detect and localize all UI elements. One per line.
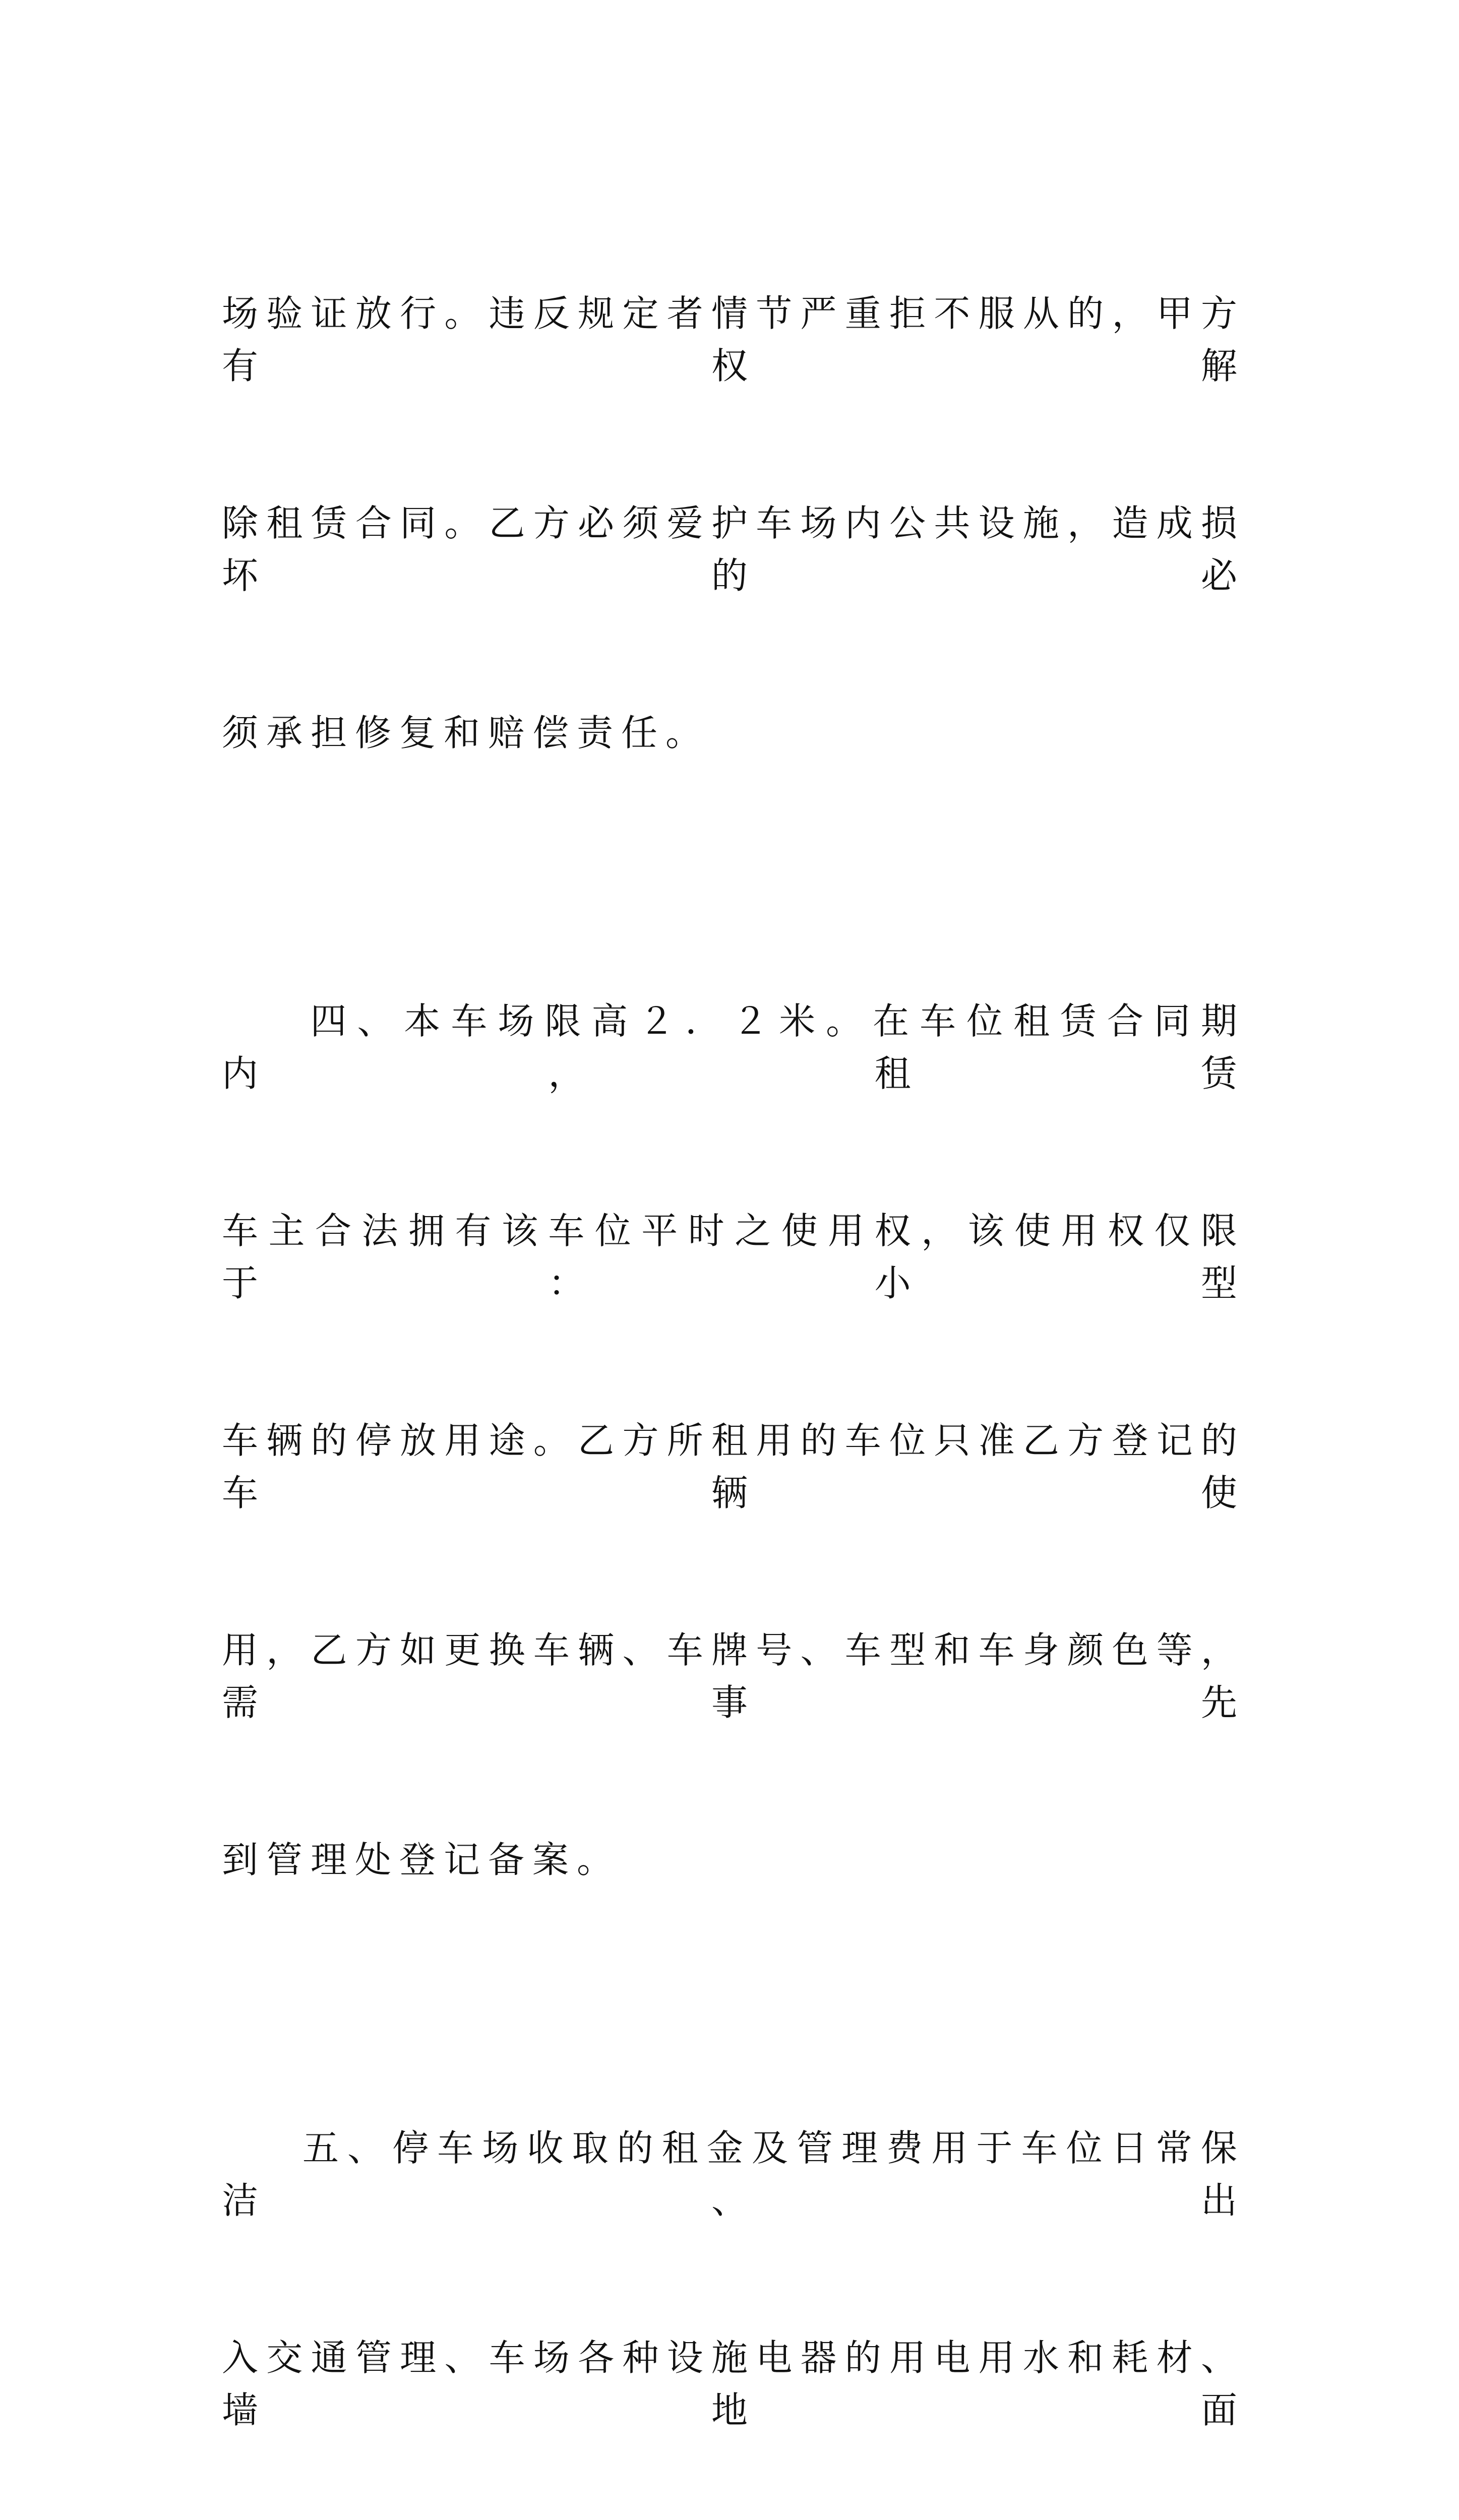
text-line: 场验证放行。违反规定者情节严重拒不服从的，甲方有权解: [222, 292, 1245, 387]
text-line: 用，乙方如更换车辆、车牌号、车型和车身颜色等，需事先: [222, 1629, 1245, 1724]
paragraph-article-3-continued: [222, 182, 1245, 864]
text-line: 五、停车场收取的租金及管理费用于车位日常保洁、出: [222, 2127, 1245, 2222]
paragraph-article-5: [222, 2017, 1245, 2520]
text-line: 入交通管理、车场各种设施电器的用电用水和耗材、墙地面: [222, 2337, 1245, 2431]
text-line: 须承担修复和赔偿责任。: [222, 712, 710, 754]
document-body: [222, 182, 1245, 2520]
text-line: 除租赁合同。乙方必须爱护车场内公共设施，造成损坏的必: [222, 502, 1245, 597]
text-line: 车辆的停放用途。乙方所租用的车位只准乙方登记的车辆使: [222, 1419, 1245, 1514]
text-line: 车主合法拥有该车位平时之使用权，该使用权仅限于：小型: [222, 1210, 1245, 1304]
paragraph-article-4: [222, 890, 1245, 1991]
text-line: 四、本车场限高２．２米。在车位租赁合同期内，租赁: [222, 1000, 1245, 1095]
text-line: 到管理处登记备案。: [222, 1839, 622, 1881]
